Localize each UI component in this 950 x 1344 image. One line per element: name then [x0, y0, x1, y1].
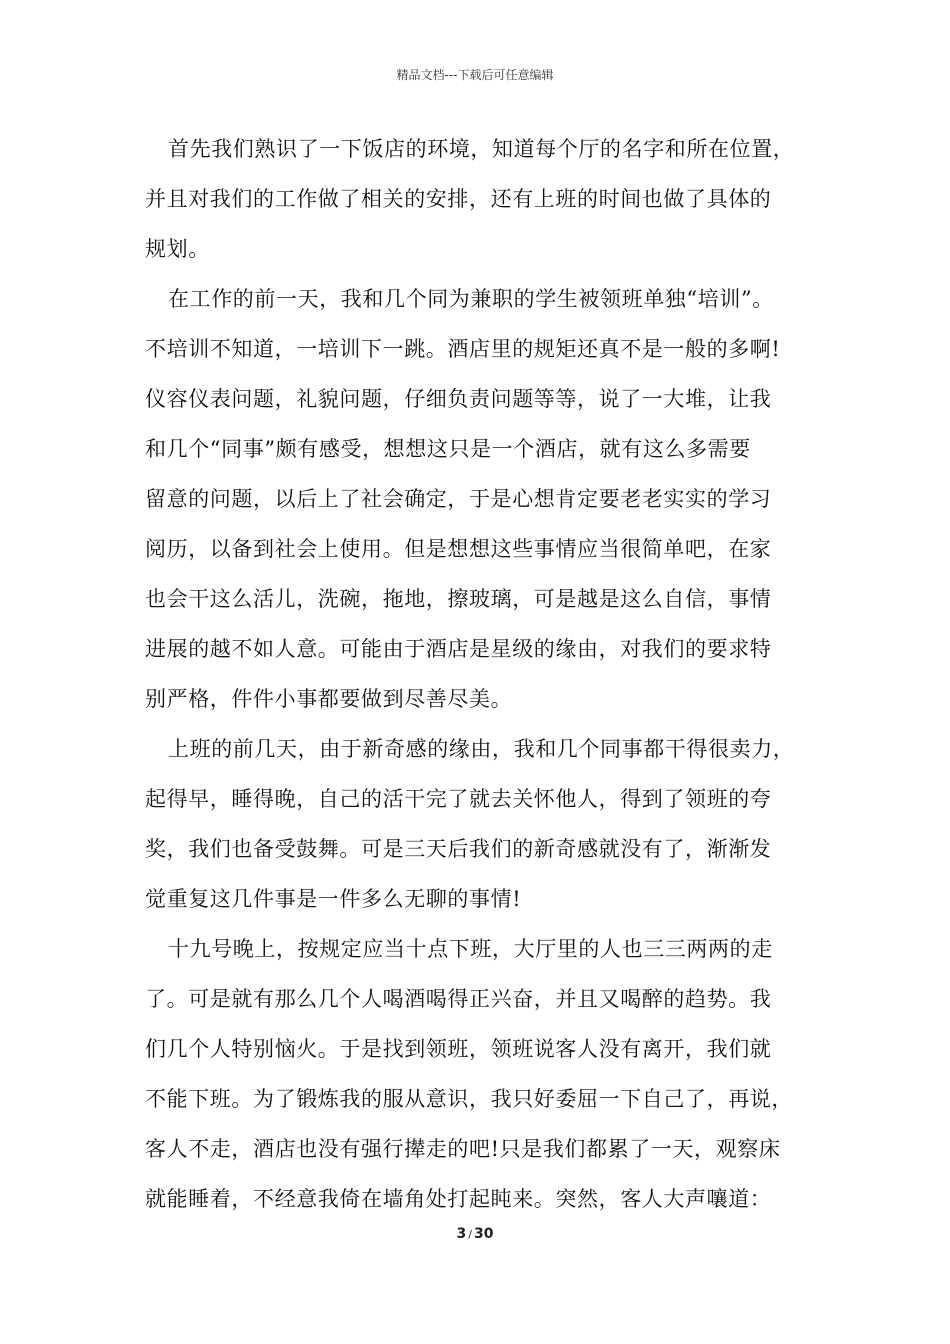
text-line: 进展的越不如人意。可能由于酒店是星级的缘由，对我们的要求特	[145, 637, 772, 661]
current-page: 3	[456, 1226, 467, 1242]
document-header: 精品文档---下载后可任意编辑	[396, 68, 554, 82]
text-line: 上班的前几天，由于新奇感的缘由，我和几个同事都干得很卖力，	[168, 737, 795, 761]
text-line: 仪容仪表问题，礼貌问题，仔细负责问题等等，说了一大堆，让我	[145, 387, 772, 411]
text-line: 客人不走，酒店也没有强行撵走的吧!只是我们都累了一天，观察床	[145, 1137, 781, 1161]
paragraph-3	[145, 724, 815, 924]
text-line: 们几个人特别恼火。于是找到领班，领班说客人没有离开，我们就	[145, 1037, 772, 1061]
page-separator: /	[468, 1228, 472, 1241]
text-line: 首先我们熟识了一下饭店的环境，知道每个厅的名字和所在位置，	[168, 137, 795, 161]
page-number	[0, 1226, 950, 1242]
text-line: 奖，我们也备受鼓舞。可是三天后我们的新奇感就没有了，渐渐发	[145, 837, 772, 861]
text-line: 留意的问题，以后上了社会确定，于是心想肯定要老老实实的学习	[145, 487, 772, 511]
text-line: 在工作的前一天，我和几个同为兼职的学生被领班单独“培训”。	[168, 287, 774, 311]
document-body	[145, 124, 815, 1224]
text-line: 就能睡着，不经意我倚在墙角处打起盹来。突然，客人大声嚷道：	[145, 1187, 772, 1211]
text-line: 十九号晚上，按规定应当十点下班，大厅里的人也三三两两的走	[168, 937, 773, 961]
text-line: 规划。	[145, 237, 210, 261]
text-line: 并且对我们的工作做了相关的安排，还有上班的时间也做了具体的	[145, 187, 772, 211]
text-line: 和几个“同事”颇有感受，想想这只是一个酒店，就有这么多需要	[145, 437, 751, 461]
text-line: 了。可是就有那么几个人喝酒喝得正兴奋，并且又喝醉的趋势。我	[145, 987, 772, 1011]
text-line: 阅历，以备到社会上使用。但是想想这些事情应当很简单吧，在家	[145, 537, 772, 561]
paragraph-1	[145, 124, 815, 274]
total-pages: 30	[473, 1226, 494, 1242]
paragraph-2	[145, 274, 815, 724]
text-line: 别严格，件件小事都要做到尽善尽美。	[145, 687, 513, 711]
paragraph-4	[145, 924, 815, 1224]
text-line: 也会干这么活儿，洗碗，拖地，擦玻璃，可是越是这么自信，事情	[145, 587, 772, 611]
text-line: 不培训不知道，一培训下一跳。酒店里的规矩还真不是一般的多啊!	[145, 337, 781, 361]
text-line: 不能下班。为了锻炼我的服从意识，我只好委屈一下自己了，再说，	[145, 1087, 793, 1111]
text-line: 觉重复这几件事是一件多么无聊的事情!	[145, 887, 522, 911]
text-line: 起得早，睡得晚，自己的活干完了就去关怀他人，得到了领班的夸	[145, 787, 772, 811]
